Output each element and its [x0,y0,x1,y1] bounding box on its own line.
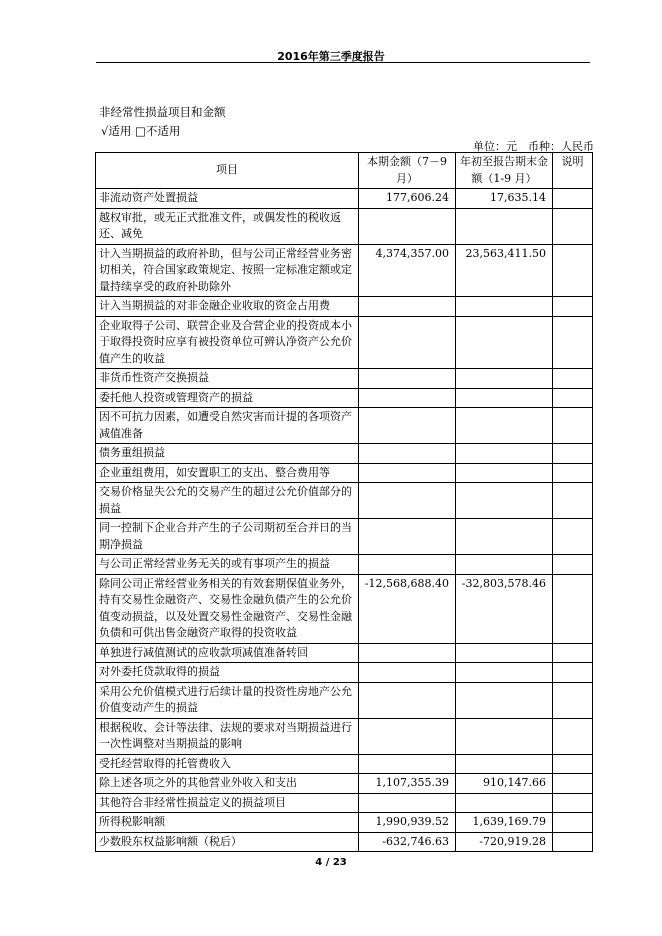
row-ytd-cell [456,463,553,483]
row-ytd-cell [456,793,553,813]
row-note-cell [553,774,593,794]
row-ytd-cell: 17,635.14 [456,189,553,209]
row-note-cell [553,189,593,209]
row-ytd-cell [456,408,553,444]
row-item-cell: 少数股东权益影响额（税后） [96,832,359,852]
row-item-cell: 非流动资产处置损益 [96,189,359,209]
row-item-cell: 其他符合非经常性损益定义的损益项目 [96,793,359,813]
row-current-cell [359,463,456,483]
row-item-cell: 单独进行减值测试的应收款项减值准备转回 [96,643,359,663]
row-note-cell [553,832,593,852]
row-item-cell: 因不可抗力因素，如遭受自然灾害而计提的各项资产减值准备 [96,408,359,444]
row-current-cell [359,663,456,683]
row-ytd-cell [456,369,553,389]
row-ytd-cell: 910,147.66 [456,774,553,794]
row-ytd-cell: 1,639,169.79 [456,813,553,833]
table-row [96,643,593,663]
table-row [96,718,593,754]
page-number: 4 / 23 [315,857,347,868]
header-divider [96,62,590,63]
row-item-cell: 对外委托贷款取得的损益 [96,663,359,683]
header-item: 项目 [96,153,359,189]
row-note-cell [553,574,593,643]
row-note-cell [553,388,593,408]
table-row [96,316,593,369]
report-header-title: 2016年第三季度报告 [277,50,385,63]
row-note-cell [553,754,593,774]
row-note-cell [553,718,593,754]
table-row [96,663,593,683]
row-ytd-cell [456,718,553,754]
row-current-cell [359,793,456,813]
row-current-cell [359,555,456,575]
row-ytd-cell [456,297,553,317]
table-row [96,519,593,555]
row-current-cell: 177,606.24 [359,189,456,209]
row-note-cell [553,663,593,683]
row-note-cell [553,793,593,813]
row-item-cell: 与公司正常经营业务无关的或有事项产生的损益 [96,555,359,575]
row-current-cell [359,519,456,555]
row-current-cell [359,754,456,774]
row-item-cell: 企业取得子公司、联营企业及合营企业的投资成本小于取得投资时应享有被投资单位可辨认净资产公允价值产生的收益 [96,316,359,369]
row-ytd-cell: -32,803,578.46 [456,574,553,643]
row-current-cell [359,643,456,663]
row-note-cell [553,643,593,663]
row-ytd-cell [456,208,553,244]
table-header-row [96,153,593,189]
row-item-cell: 根据税收、会计等法律、法规的要求对当期损益进行一次性调整对当期损益的影响 [96,718,359,754]
row-item-cell: 所得税影响额 [96,813,359,833]
row-note-cell [553,483,593,519]
table-row [96,813,593,833]
row-note-cell [553,297,593,317]
row-ytd-cell [456,643,553,663]
row-current-cell [359,316,456,369]
row-ytd-cell: -720,919.28 [456,832,553,852]
row-item-cell: 委托他人投资或管理资产的损益 [96,388,359,408]
row-ytd-cell [456,388,553,408]
row-ytd-cell [456,663,553,683]
row-ytd-cell [456,555,553,575]
row-item-cell: 计入当期损益的政府补助，但与公司正常经营业务密切相关，符合国家政策规定、按照一定标准定额或定量持续享受的政府补助除外 [96,244,359,297]
row-current-cell [359,408,456,444]
table-row [96,189,593,209]
table-row [96,574,593,643]
table-row [96,444,593,464]
table-row [96,244,593,297]
applicable-checkbox-line: √适用 □不适用 [101,124,181,138]
table-row [96,555,593,575]
row-note-cell [553,813,593,833]
row-item-cell: 交易价格显失公允的交易产生的超过公允价值部分的损益 [96,483,359,519]
row-current-cell [359,682,456,718]
row-item-cell: 债务重组损益 [96,444,359,464]
row-current-cell [359,483,456,519]
row-current-cell [359,444,456,464]
row-item-cell: 受托经营取得的托管费收入 [96,754,359,774]
header-current-period: 本期金额（7－9 月） [359,153,456,189]
row-ytd-cell [456,682,553,718]
table-row [96,208,593,244]
row-ytd-cell [456,316,553,369]
table-row [96,483,593,519]
row-ytd-cell [456,754,553,774]
table-row [96,682,593,718]
header-note: 说明 [553,153,593,189]
row-ytd-cell: 23,563,411.50 [456,244,553,297]
unit-currency-label: 单位：元 币种：人民币 [473,140,594,153]
row-note-cell [553,682,593,718]
row-ytd-cell [456,519,553,555]
table-row [96,754,593,774]
row-note-cell [553,444,593,464]
table-row [96,388,593,408]
row-note-cell [553,316,593,369]
non-recurring-gains-table [95,152,593,852]
row-item-cell: 企业重组费用，如安置职工的支出、整合费用等 [96,463,359,483]
header-year-to-date: 年初至报告期末金额（1-9 月） [456,153,553,189]
row-note-cell [553,208,593,244]
row-current-cell: 4,374,357.00 [359,244,456,297]
row-current-cell [359,718,456,754]
row-item-cell: 同一控制下企业合并产生的子公司期初至合并日的当期净损益 [96,519,359,555]
row-item-cell: 除同公司正常经营业务相关的有效套期保值业务外，持有交易性金融资产、交易性金融负债产生的公允价值变动损益，以及处置交易性金融资产、交易性金融负债和可供出售金融资产取得的投资收益 [96,574,359,643]
row-note-cell [553,463,593,483]
table-row [96,297,593,317]
row-item-cell: 除上述各项之外的其他营业外收入和支出 [96,774,359,794]
row-current-cell [359,388,456,408]
table-row [96,408,593,444]
table-row [96,463,593,483]
row-note-cell [553,555,593,575]
row-ytd-cell [456,483,553,519]
table-row [96,369,593,389]
row-current-cell [359,369,456,389]
row-note-cell [553,244,593,297]
row-ytd-cell [456,444,553,464]
row-current-cell: -12,568,688.40 [359,574,456,643]
row-item-cell: 非货币性资产交换损益 [96,369,359,389]
table-row [96,774,593,794]
row-note-cell [553,369,593,389]
row-current-cell: 1,107,355.39 [359,774,456,794]
row-current-cell [359,208,456,244]
table-row [96,832,593,852]
row-current-cell: -632,746.63 [359,832,456,852]
row-current-cell [359,297,456,317]
table-row [96,793,593,813]
row-item-cell: 越权审批，或无正式批准文件，或偶发性的税收返还、减免 [96,208,359,244]
row-item-cell: 采用公允价值模式进行后续计量的投资性房地产公允价值变动产生的损益 [96,682,359,718]
section-title: 非经常性损益项目和金额 [99,105,226,119]
row-item-cell: 计入当期损益的对非金融企业收取的资金占用费 [96,297,359,317]
row-note-cell [553,408,593,444]
row-note-cell [553,519,593,555]
row-current-cell: 1,990,939.52 [359,813,456,833]
